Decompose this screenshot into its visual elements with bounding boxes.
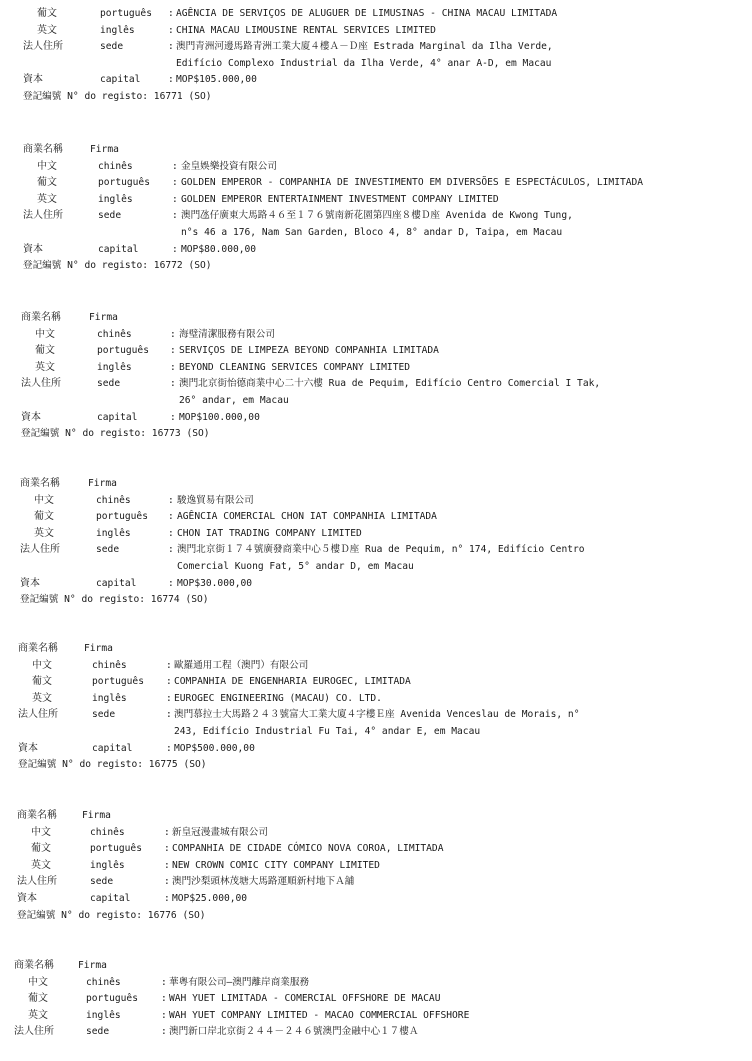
field-label-pt: inglês xyxy=(92,692,127,704)
field-value: 金皇娛樂投資有限公司 xyxy=(181,160,277,172)
field-colon: : xyxy=(164,826,170,838)
header-label-zh: 商業名稱 xyxy=(21,312,61,323)
field-value-continuation: Edifício Complexo Industrial da Ilha Verde, 4° anar A-D, em Macau xyxy=(176,57,552,69)
field-row xyxy=(0,658,752,674)
field-colon: : xyxy=(170,411,176,423)
field-label-zh: 法人住所 xyxy=(23,41,63,53)
field-value: MOP$80.000,00 xyxy=(181,243,257,255)
header-label-zh: 商業名稱 xyxy=(18,643,58,654)
registration-label: 登記編號 N° do registo: xyxy=(20,594,146,606)
field-row xyxy=(0,1024,752,1040)
field-label-pt: chinês xyxy=(96,494,131,506)
field-label-zh: 中文 xyxy=(37,160,57,172)
field-label-pt: capital xyxy=(92,742,133,754)
field-label-pt: sede xyxy=(96,544,120,556)
field-row xyxy=(0,343,752,359)
field-value-continuation: n°s 46 a 176, Nam San Garden, Bloco 4, 8° andar D, Taipa, em Macau xyxy=(181,227,563,238)
registration-value: 16773 (SO) xyxy=(151,428,210,440)
header-label-zh: 商業名稱 xyxy=(17,810,57,821)
field-colon: : xyxy=(166,709,172,721)
field-value: SERVIÇOS DE LIMPEZA BEYOND COMPANHIA LIMITADA xyxy=(179,345,439,357)
field-label-zh: 法人住所 xyxy=(23,210,63,222)
field-label-pt: português xyxy=(90,843,142,855)
field-row xyxy=(0,542,752,558)
header-label-pt: Firma xyxy=(89,312,118,323)
field-colon: : xyxy=(161,976,167,988)
field-colon: : xyxy=(168,511,174,523)
field-colon: : xyxy=(170,328,176,340)
header-label-pt: Firma xyxy=(82,810,111,821)
field-colon: : xyxy=(172,160,178,172)
field-label-pt: sede xyxy=(98,210,122,222)
header-label-pt: Firma xyxy=(84,643,113,654)
field-colon: : xyxy=(166,742,172,754)
field-label-zh: 英文 xyxy=(35,361,55,373)
field-label-pt: capital xyxy=(96,577,137,589)
field-label-zh: 法人住所 xyxy=(20,544,60,556)
field-row xyxy=(0,509,752,525)
field-label-zh: 葡文 xyxy=(34,511,54,523)
field-label-pt: sede xyxy=(92,709,116,721)
field-value: AGÊNCIA DE SERVIÇOS DE ALUGUER DE LIMUSINAS - CHINA MACAU LIMITADA xyxy=(176,8,558,19)
registration-label: 登記編號 N° do registo: xyxy=(23,260,149,272)
field-row xyxy=(0,991,752,1007)
field-label-pt: inglês xyxy=(100,24,135,36)
field-colon: : xyxy=(161,1026,167,1038)
field-value: GOLDEN EMPEROR ENTERTAINMENT INVESTMENT COMPANY LIMITED xyxy=(181,193,499,205)
field-label-pt: capital xyxy=(97,411,138,423)
field-colon: : xyxy=(172,210,178,222)
field-label-pt: chinês xyxy=(98,160,133,172)
header-label-pt: Firma xyxy=(90,144,119,155)
field-row xyxy=(0,526,752,542)
registration-number xyxy=(23,258,212,274)
field-row xyxy=(0,242,752,258)
field-label-zh: 中文 xyxy=(35,328,55,340)
field-value: 澳門新口岸北京街２４４－２４６號澳門金融中心１７樓Ａ xyxy=(169,1026,419,1038)
field-colon: : xyxy=(170,361,176,373)
registration-value: 16774 (SO) xyxy=(150,594,209,606)
field-colon: : xyxy=(166,676,172,688)
field-label-pt: português xyxy=(92,676,144,688)
field-label-zh: 葡文 xyxy=(31,843,51,855)
registration-number xyxy=(18,757,207,773)
field-row xyxy=(0,707,752,723)
field-label-zh: 法人住所 xyxy=(14,1026,54,1038)
field-label-zh: 資本 xyxy=(18,742,38,754)
registration-value: 16772 (SO) xyxy=(153,260,212,272)
registration-number xyxy=(17,908,206,924)
header-label-pt: Firma xyxy=(78,960,107,971)
field-row xyxy=(0,327,752,343)
field-value: GOLDEN EMPEROR - COMPANHIA DE INVESTIMENTO EM DIVERSÕES E ESPECTÁCULOS, LIMITADA xyxy=(181,177,644,189)
field-label-pt: sede xyxy=(90,876,114,888)
registration-value: 16775 (SO) xyxy=(148,759,207,771)
field-row xyxy=(0,6,752,22)
field-value: NEW CROWN COMIC CITY COMPANY LIMITED xyxy=(172,859,380,871)
field-colon: : xyxy=(168,41,174,53)
field-colon: : xyxy=(172,177,178,189)
field-label-pt: português xyxy=(100,8,152,19)
field-label-zh: 葡文 xyxy=(37,177,57,189)
field-label-zh: 英文 xyxy=(37,193,57,205)
field-value: CHINA MACAU LIMOUSINE RENTAL SERVICES LIMITED xyxy=(176,24,436,36)
field-value: COMPANHIA DE CIDADE CÓMICO NOVA COROA, LIMITADA xyxy=(172,843,444,855)
field-label-zh: 中文 xyxy=(34,494,54,506)
field-row xyxy=(0,175,752,191)
header-label-zh: 商業名稱 xyxy=(20,478,60,489)
header-label-zh: 商業名稱 xyxy=(23,144,63,155)
field-label-pt: chinês xyxy=(90,826,125,838)
field-row xyxy=(0,741,752,757)
field-label-pt: capital xyxy=(98,243,139,255)
registration-value: 16776 (SO) xyxy=(147,909,206,921)
field-value: MOP$100.000,00 xyxy=(179,411,260,423)
field-label-pt: chinês xyxy=(86,976,121,988)
field-row xyxy=(0,975,752,991)
field-label-zh: 葡文 xyxy=(37,8,57,19)
field-colon: : xyxy=(164,859,170,871)
field-row xyxy=(0,891,752,907)
header-label-pt: Firma xyxy=(88,478,117,489)
field-row xyxy=(0,192,752,208)
field-label-zh: 英文 xyxy=(28,1009,48,1021)
field-colon: : xyxy=(166,692,172,704)
registration-number xyxy=(20,592,209,608)
field-label-pt: português xyxy=(86,993,138,1005)
field-colon: : xyxy=(168,527,174,539)
field-colon: : xyxy=(168,494,174,506)
field-value: 華粵有限公司—澳門離岸商業服務 xyxy=(169,976,310,988)
field-row xyxy=(0,72,752,88)
field-row xyxy=(0,39,752,55)
field-value: 新皇冠漫畫城有限公司 xyxy=(172,826,268,838)
field-colon: : xyxy=(168,74,174,86)
field-label-zh: 英文 xyxy=(34,527,54,539)
field-value: CHON IAT TRADING COMPANY LIMITED xyxy=(177,527,362,539)
field-value: 駿逸貿易有限公司 xyxy=(177,494,254,506)
field-row xyxy=(0,360,752,376)
field-colon: : xyxy=(168,24,174,36)
field-value: BEYOND CLEANING SERVICES COMPANY LIMITED xyxy=(179,361,411,373)
field-label-pt: português xyxy=(98,177,150,189)
field-label-pt: português xyxy=(96,511,148,523)
field-colon: : xyxy=(172,193,178,205)
field-value: COMPANHIA DE ENGENHARIA EUROGEC, LIMITADA xyxy=(174,676,411,688)
field-colon: : xyxy=(170,345,176,357)
registration-label: 登記編號 N° do registo: xyxy=(21,428,147,440)
field-row xyxy=(0,874,752,890)
field-colon: : xyxy=(168,577,174,589)
field-label-pt: inglês xyxy=(86,1009,121,1021)
field-value: EUROGEC ENGINEERING (MACAU) CO. LTD. xyxy=(174,692,382,704)
field-value: 歐羅通用工程（澳門）有限公司 xyxy=(174,659,309,671)
field-row xyxy=(0,691,752,707)
field-label-pt: português xyxy=(97,345,149,357)
field-label-pt: inglês xyxy=(98,193,133,205)
field-label-zh: 葡文 xyxy=(32,676,52,688)
field-row xyxy=(0,674,752,690)
field-value: 澳門北京街１７４號廣發商業中心５樓Ｄ座 Rua de Pequim, n° 174, Edifício Centro xyxy=(177,544,585,556)
field-value: AGÊNCIA COMERCIAL CHON IAT COMPANHIA LIMITADA xyxy=(177,511,437,523)
field-row xyxy=(0,576,752,592)
field-label-pt: sede xyxy=(86,1026,110,1038)
field-row xyxy=(0,208,752,224)
field-label-zh: 資本 xyxy=(23,243,43,255)
registration-number xyxy=(23,89,212,105)
field-label-zh: 法人住所 xyxy=(17,876,57,888)
field-label-zh: 法人住所 xyxy=(21,378,61,390)
field-label-zh: 葡文 xyxy=(28,993,48,1005)
field-label-zh: 英文 xyxy=(32,692,52,704)
field-value: MOP$30.000,00 xyxy=(177,577,253,589)
field-row xyxy=(0,1008,752,1024)
field-value: MOP$105.000,00 xyxy=(176,74,257,86)
field-row xyxy=(0,376,752,392)
field-colon: : xyxy=(168,8,174,19)
field-value: MOP$500.000,00 xyxy=(174,742,255,754)
field-value: WAH YUET LIMITADA - COMERCIAL OFFSHORE DE MACAU xyxy=(169,993,441,1005)
field-value: 澳門北京街怡德商業中心二十六樓 Rua de Pequim, Edifício Centro Comercial I Tak, xyxy=(179,378,601,390)
registration-number xyxy=(21,426,210,442)
header-label-zh: 商業名稱 xyxy=(14,960,54,971)
field-colon: : xyxy=(166,659,172,671)
field-label-pt: inglês xyxy=(96,527,131,539)
field-colon: : xyxy=(164,876,170,888)
field-label-pt: capital xyxy=(100,74,141,86)
field-value: 澳門氹仔廣東大馬路４６至１７６號南新花園第四座８樓Ｄ座 Avenida de Kwong Tung, xyxy=(181,210,573,222)
field-row xyxy=(0,493,752,509)
registration-label: 登記編號 N° do registo: xyxy=(23,91,149,102)
field-label-zh: 資本 xyxy=(21,411,41,423)
field-row xyxy=(0,841,752,857)
field-value-continuation: Comercial Kuong Fat, 5° andar D, em Macau xyxy=(177,561,414,572)
field-label-zh: 中文 xyxy=(31,826,51,838)
field-label-pt: sede xyxy=(97,378,121,390)
field-colon: : xyxy=(164,843,170,855)
field-colon: : xyxy=(172,243,178,255)
field-value: MOP$25.000,00 xyxy=(172,893,248,904)
field-value: 澳門青洲河邊馬路青洲工業大廈４樓Ａ－Ｄ座 Estrada Marginal da Ilha Verde, xyxy=(176,41,553,53)
field-row xyxy=(0,825,752,841)
field-label-pt: chinês xyxy=(92,659,127,671)
registration-value: 16771 (SO) xyxy=(153,91,212,102)
field-value: 澳門慕拉士大馬路２４３號富大工業大廈４字樓Ｅ座 Avenida Venceslau de Morais, n° xyxy=(174,709,580,721)
field-colon: : xyxy=(170,378,176,390)
field-label-zh: 英文 xyxy=(37,24,57,36)
field-value: WAH YUET COMPANY LIMITED - MACAO COMMERCIAL OFFSHORE xyxy=(169,1009,470,1021)
field-colon: : xyxy=(164,893,170,904)
field-label-zh: 資本 xyxy=(17,893,37,904)
field-row xyxy=(0,410,752,426)
field-value: 海璧清潔服務有限公司 xyxy=(179,328,275,340)
field-label-zh: 中文 xyxy=(32,659,52,671)
field-value-continuation: 26° andar, em Macau xyxy=(179,395,289,406)
field-row xyxy=(0,858,752,874)
field-label-pt: chinês xyxy=(97,328,132,340)
field-colon: : xyxy=(161,993,167,1005)
field-label-zh: 資本 xyxy=(23,74,43,86)
field-row xyxy=(0,159,752,175)
field-label-zh: 中文 xyxy=(28,976,48,988)
field-colon: : xyxy=(161,1009,167,1021)
field-colon: : xyxy=(168,544,174,556)
field-label-pt: inglês xyxy=(97,361,132,373)
field-label-pt: capital xyxy=(90,893,131,904)
registration-label: 登記編號 N° do registo: xyxy=(17,909,143,921)
field-label-zh: 資本 xyxy=(20,577,40,589)
field-label-zh: 英文 xyxy=(31,859,51,871)
field-label-pt: inglês xyxy=(90,859,125,871)
field-label-pt: sede xyxy=(100,41,124,53)
field-value: 澳門沙梨頭林茂塘大馬路運順新村地下Ａ舖 xyxy=(172,876,355,888)
registration-label: 登記編號 N° do registo: xyxy=(18,759,144,771)
field-label-zh: 葡文 xyxy=(35,345,55,357)
field-value-continuation: 243, Edifício Industrial Fu Tai, 4° andar E, em Macau xyxy=(174,726,481,737)
field-row xyxy=(0,23,752,39)
field-label-zh: 法人住所 xyxy=(18,709,58,721)
